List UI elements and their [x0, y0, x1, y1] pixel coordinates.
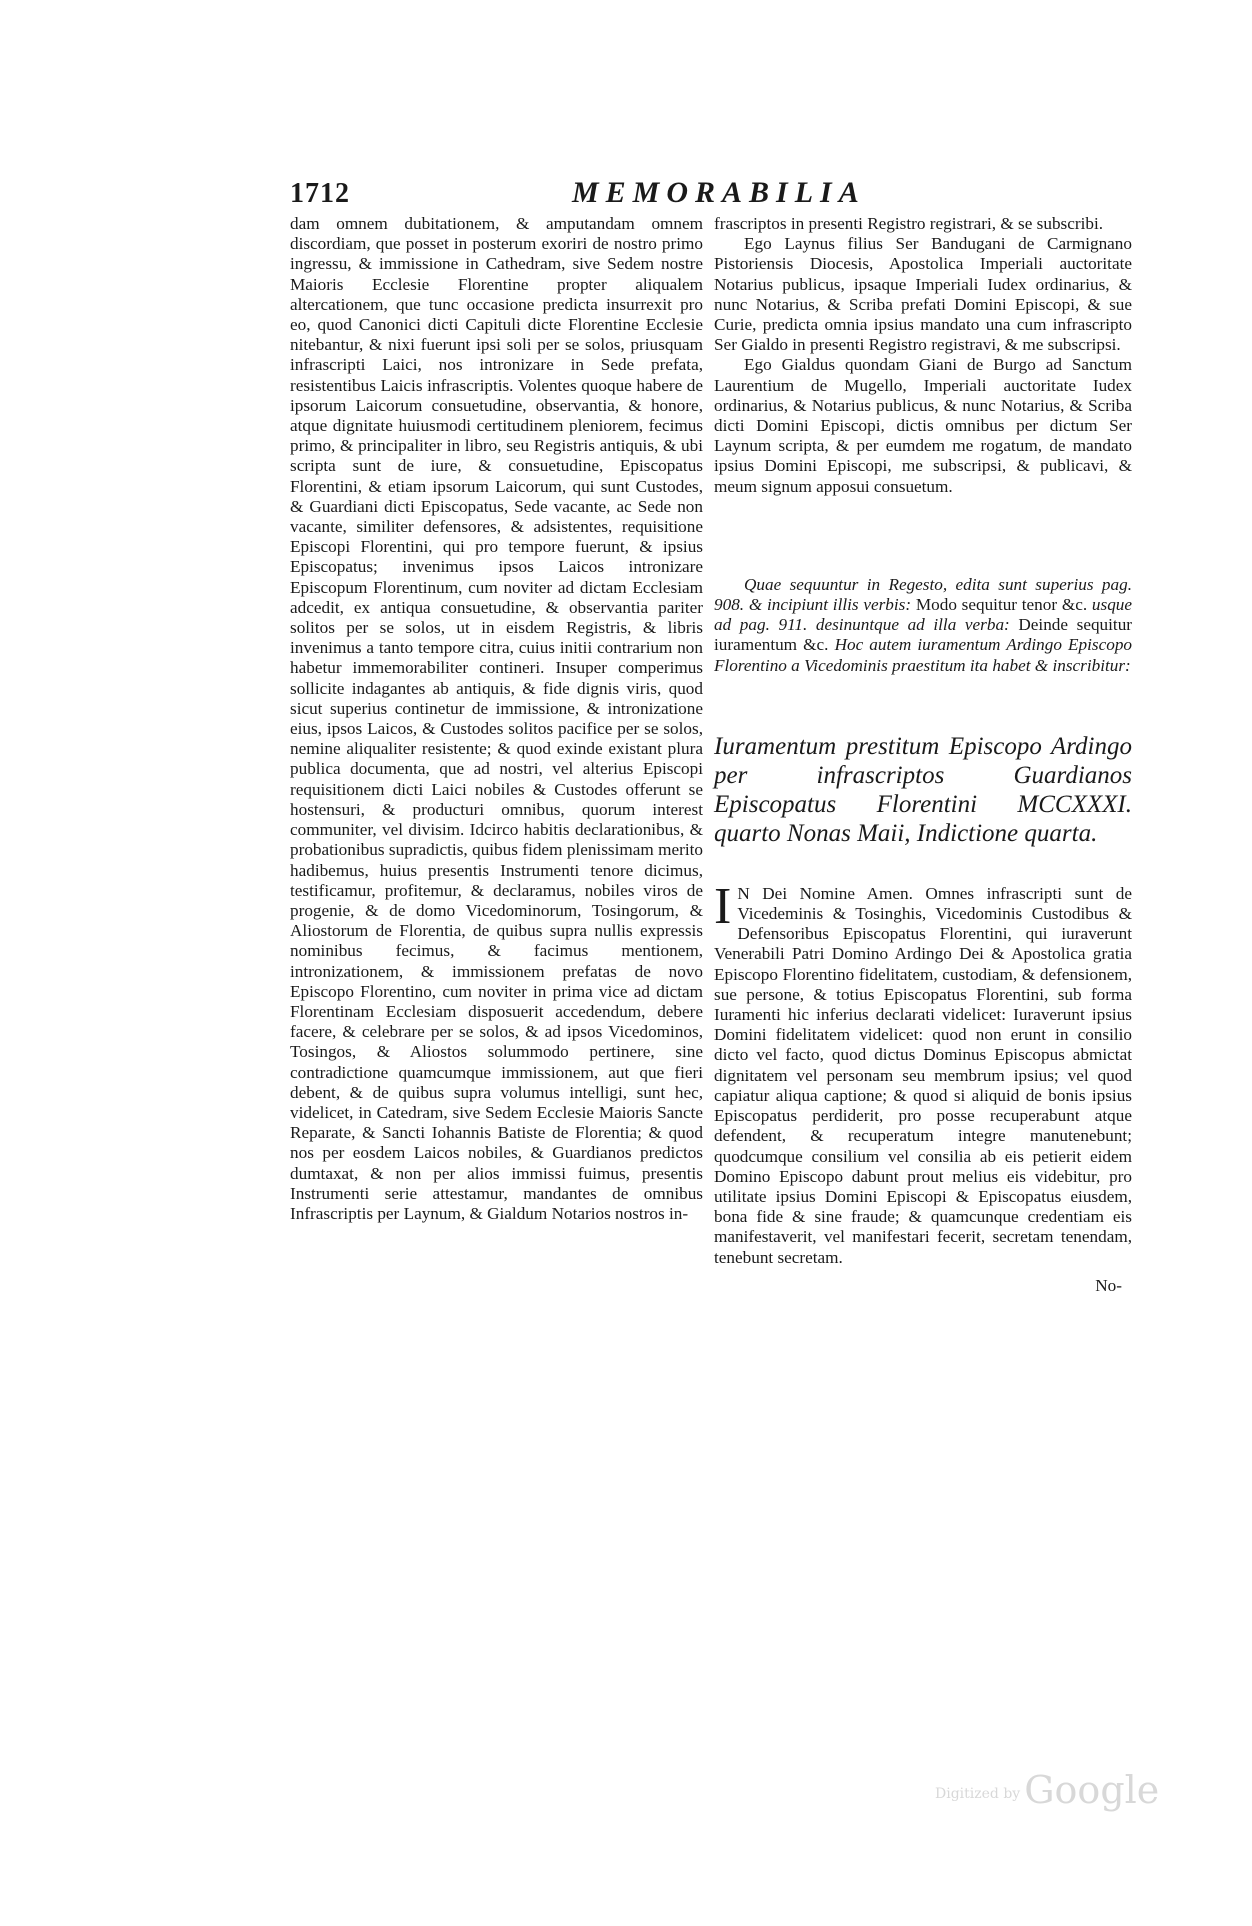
editor-note-roman-2: Deinde sequitur iuramentum &c.: [714, 615, 1133, 655]
notary-attestation-gialdo: Ego Gialdus quondam Giani de Burgo ad Sanctum Laurentium de Mugello, Imperiali auctoritate Iudex ordinarius, & Notarius publicus, & nunc Notarius, & Scriba dicti Domini Episcopi, dictis omnibus per dictum Ser Laynum scripta, & per eumdem me rogatum, de mandato ipsius Domini Episcopi, me subscripsi, & publicavi, & meum signum apposui consuetum.: [714, 355, 1132, 496]
oath-body: N Dei Nomine Amen. Omnes infrascripti sunt de Vicedeminis & Tosinghis, Vicedominis Custodibus & Defensoribus Episcopatus Florentini, qui iuraverunt Venerabili Patri Domino Ardingo Dei & Apostolica gratia Episcopo Florentino fidelitatem, custodiam, & defensionem, sue persone, & totius Episcopatus Florentini, sub forma Iuramenti hic inferius declarati videlicet: Iuraverunt ipsius Domini fidelitatem videlicet: quod non erunt in consilio dicto vel facto, quod dictus Dominus Episcopus abmictat dignitatem vel personam seu membrum ipsius; vel quod capiatur aliqua captione; & quod si aliquid de bonis ipsius Episcopatus perdiderit, pro posse recuperabunt atque defendent, & recuperatum integre manutenebunt; quodcumque consilium vel consilia ab eis petierit eidem Domino Episcopo dabunt prout melius eis videbitur, pro utilitate ipsius Domini Episcopi & Episcopatus eiusdem, bona fide & sine fraude; & quamcunque credentiam eis manifestaverit, vel manifestari fecerit, secretam tenendam, tenebunt secretam.: [714, 883, 1132, 1267]
left-column: [290, 214, 703, 1224]
editor-note-italic-3: Hoc autem iuramentum Ardingo Episcopo Florentino a Vicedominis praestitum ita habet & inscribitur:: [714, 635, 1133, 675]
continuation-text: frascriptos in presenti Registro registrari, & se subscribi.: [714, 214, 1104, 233]
right-column: [714, 214, 1132, 1296]
digitization-watermark: [935, 1768, 1159, 1812]
left-column-text: dam omnem dubitationem, & amputandam omnem discordiam, que posset in posterum exoriri de nostro primo ingressu, & immissione in Cathedram, sive Sedem nostre Maioris Ecclesie Florentine propter aliqualem altercationem, que tunc occasione predicta insurrexit pro eo, quod Canonici dicti Capituli dicte Florentine Ecclesie nitebantur, & nixi fuerunt ipsi soli per se solos, priusquam infrascripti Laici, nos intronizare in Sede prefata, resistentibus Laicis infrascriptis. Volentes quoque habere de ipsorum Laicorum consuetudine, observantia, & honore, atque dignitate huiusmodi certitudinem pleniorem, fecimus primo, & principaliter in libro, seu Registris antiquis, & ubi scripta sunt de iure, & consuetudine, Episcopatus Florentini, & etiam ipsorum Laicorum, qui sunt Custodes, & Guardiani dicti Episcopatus, Sede vacante, ac Sede non vacante, similiter defensores, & adsistentes, requisitione Episcopi Florentini, qui pro tempore fuerunt, & ipsius Episcopatus; invenimus ipsos Laicos intronizare Episcopum Florentinum, cum noviter ad dictam Ecclesiam adcedit, ex antiqua consuetudine, & observantia pariter solitos per se solos, ut in eisdem Registris, & libris invenimus a tanto tempore citra, cuius initii contrarium non habetur immemorabiliter contineri. Insuper comperimus sollicite indagantes ab antiquis, & fide dignis viris, quod sicut superius continetur de immissione, & intronizatione eius, ipsos Laicos, & Custodes solitos pacifice per se solos, nemine aliqualiter resistente; & quod exinde existant plura publica documenta, que ad nostri, vel alterius Episcopi requisitionem dicti Laici nobiles & Custodes offerunt se hostensuri, & producturi omnibus, quorum interest communiter, vel divisim. Idcirco habitis declarationibus, & probationibus supradictis, quibus fidem plenissimam merito hadibemus, huius presentis Instrumenti tenore dicimus, testificamur, profitemur, & declaramus, nobiles viros de progenie, & de domo Vicedominorum, Tosingorum, & Aliostorum de Florentia, de quibus supra nullis expressis nominibus fecimus, & facimus mentionem, intronizationem, & immissionem prefatas de novo Episcopo Florentino, cum noviter in prima vice ad dictam Florentinam Ecclesiam disposuerit accedendum, debere facere, & celebrare per se solos, & ad ipsos Vicedominos, Tosingos, & Aliostos solummodo pertinere, sine contradictione quamcumque immissionem, aut que fieri debent, & de quibus supra volumus intelligi, sunt hec, videlicet, in Catedram, sive Sedem Ecclesie Maioris Sancte Reparate, & Sancti Iohannis Batiste de Florentia; & quod nos per eosdem Laicos nobiles, & Guardianos predictos dumtaxat, & non per alios immissi fuimus, presentis Instrumenti serie attestamur, mandantes de omnibus Infrascriptis per Laynum, & Gialdum Notarios nostros in-: [290, 214, 703, 1223]
notary-attestation-layno: Ego Laynus filius Ser Bandugani de Carmignano Pistoriensis Diocesis, Apostolica Imperiali auctoritate Notarius publicus, ipsaque Imperiali Iudex ordinarius, & nunc Notarius, & Scriba prefati Domini Episcopi, & sue Curie, predicta omnia ipsius mandato una cum infrascripto Ser Gialdo in presenti Registro registravi, & me subscripsi.: [714, 234, 1132, 355]
catchword: No-: [1095, 1275, 1122, 1295]
editor-note: [714, 575, 1132, 676]
editor-note-roman-1: Modo sequitur tenor &c.: [915, 595, 1088, 615]
editor-note-italic-1: Quae sequuntur in Regesto, edita sunt superius pag. 908. & incipiunt illis verbis:: [714, 574, 1132, 615]
watermark-prefix: Digitized by: [935, 1785, 1021, 1802]
page-number: 1712: [290, 178, 350, 209]
watermark-logo: Google: [1024, 1768, 1160, 1812]
editor-note-italic-2: usque ad pag. 911. desinuntque ad illa verba:: [714, 595, 1133, 635]
drop-cap-initial: I: [714, 877, 732, 935]
page-header: [290, 176, 930, 216]
section-heading: Iuramentum prestitum Episcopo Ardingo per infrascriptos Guardianos Episcopatus Florentini MCCXXXI. quarto Nonas Maii, Indictione quarta.: [714, 732, 1132, 847]
oath-text: [714, 877, 1132, 1268]
running-head: MEMORABILIA: [572, 176, 866, 209]
